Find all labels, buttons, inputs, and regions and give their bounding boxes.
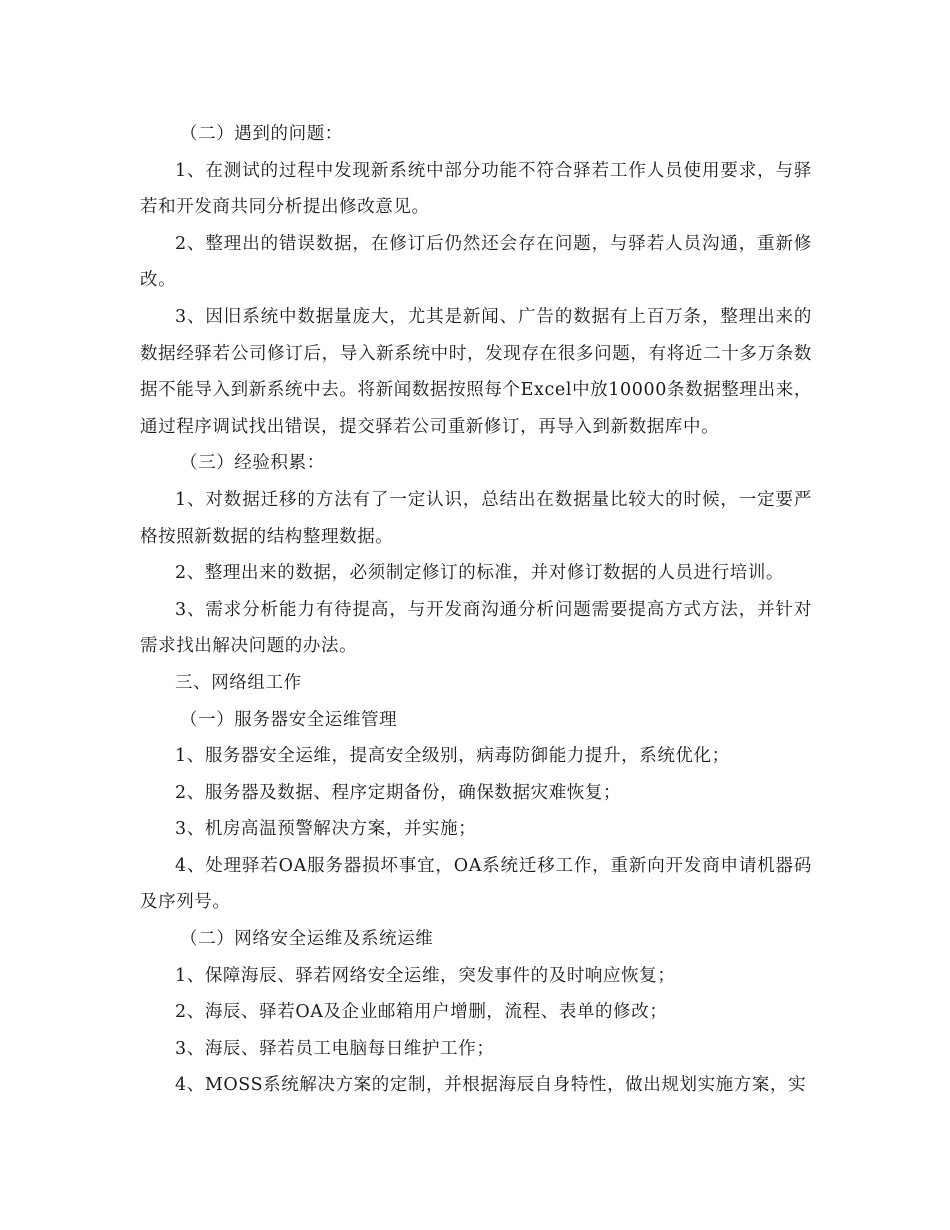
section-heading: 三、网络组工作 (175, 672, 302, 693)
paragraph: 4、处理驿若OA服务器损坏事宜，OA系统迁移工作，重新向开发商申请机器码及序列号。 (140, 855, 812, 913)
paragraph: 2、服务器及数据、程序定期备份，确保数据灾难恢复； (175, 782, 622, 803)
subsection-heading: （三）经验积累： (180, 453, 325, 474)
paragraph: 1、服务器安全运维，提高安全级别，病毒防御能力提升，系统优化； (175, 746, 730, 767)
document-body (140, 116, 812, 1104)
paragraph: 3、需求分析能力有待提高，与开发商沟通分析问题需要提高方式方法，并针对需求找出解决问题的办法。 (140, 599, 812, 657)
subsection-heading: （一）服务器安全运维管理 (180, 709, 398, 730)
paragraph: 4、MOSS系统解决方案的定制，并根据海辰自身特性，做出规划实施方案，实 (175, 1075, 807, 1096)
paragraph: 3、海辰、驿若员工电脑每日维护工作； (175, 1038, 495, 1059)
paragraph: 3、机房高温预警解决方案，并实施； (175, 819, 477, 840)
paragraph: 2、海辰、驿若OA及企业邮箱用户增删，流程、表单的修改； (175, 1002, 668, 1023)
paragraph: 2、整理出来的数据，必须制定修订的标准，并对修订数据的人员进行培训。 (175, 563, 785, 584)
paragraph: 1、对数据迁移的方法有了一定认识，总结出在数据量比较大的时候，一定要严格按照新数据的结构整理数据。 (140, 489, 812, 547)
subsection-heading: （二）网络安全运维及系统运维 (180, 929, 434, 950)
paragraph: 1、在测试的过程中发现新系统中部分功能不符合驿若工作人员使用要求，与驿若和开发商共同分析提出修改意见。 (140, 160, 812, 218)
paragraph: 3、因旧系统中数据量庞大，尤其是新闻、广告的数据有上百万条，整理出来的数据经驿若公司修订后，导入新系统中时，发现存在很多问题，有将近二十多万条数据不能导入到新系统中去。将新闻数据按照每个Excel中放10000条数据整理出来，通过程序调试找出错误，提交驿若公司重新修订，再导入到新数据库中。 (140, 306, 812, 437)
subsection-heading: （二）遇到的问题： (180, 124, 343, 144)
paragraph: 2、整理出的错误数据，在修订后仍然还会存在问题，与驿若人员沟通，重新修改。 (140, 233, 812, 291)
paragraph: 1、保障海辰、驿若网络安全运维，突发事件的及时响应恢复； (175, 965, 676, 986)
